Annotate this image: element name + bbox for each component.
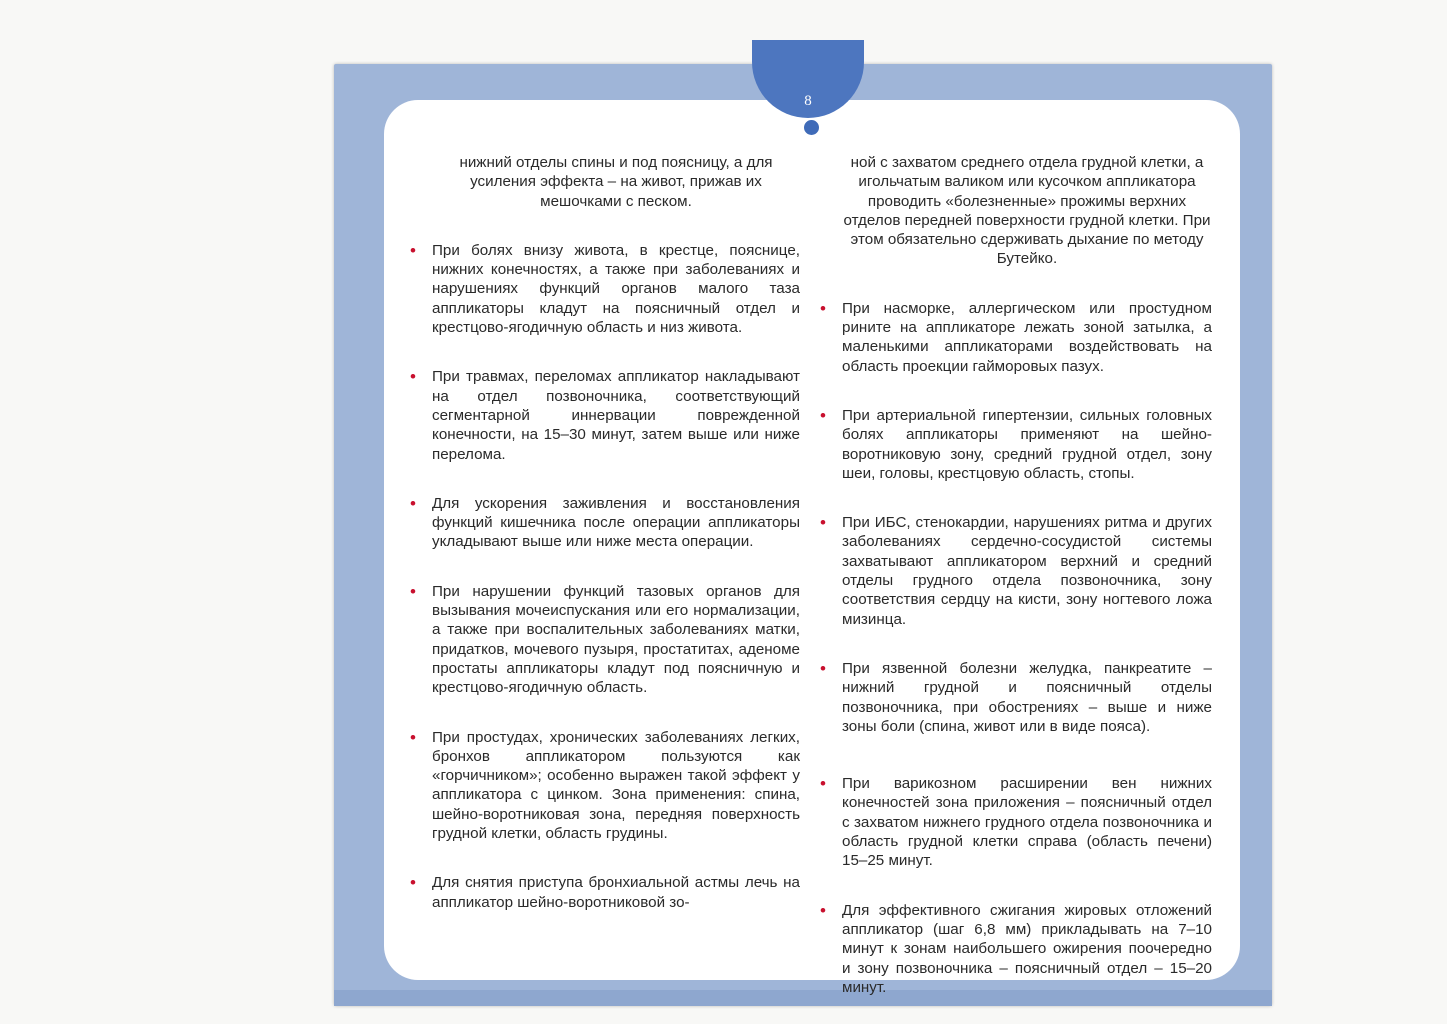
paragraph-text: При травмах, переломах аппликатор накладывают на отдел позвоночника, соответствующий сегментарной иннервации поврежденной конечности, на 15–30 минут, затем выше или ниже перелома. [432,368,800,463]
bullet-icon: • [410,581,416,601]
bullet-icon: • [820,298,826,318]
bullet-icon: • [820,900,826,920]
paragraph-text: При варикозном расширении вен нижних конечностей зона приложения – поясничный отдел с захватом нижнего грудного отдела позвоночника и область грудной клетки справа (область печени) 15–25 минут. [842,775,1212,870]
paragraph-text: нижний отделы спины и под поясницу, а для усиления эффекта – на живот, прижав их мешочками с песком. [459,154,773,210]
bullet-icon: • [410,727,416,747]
page-number: 8 [804,93,812,109]
bullet-paragraph [818,659,1212,736]
paragraph-text: Для эффективного сжигания жировых отложений аппликатор (шаг 6,8 мм) прикладывать на 7–10 минут к зонам наибольшего ожирения поочередно и зону позвоночника – поясничный отдел – 15–20 минут. [842,901,1212,996]
bullet-paragraph [818,513,1212,629]
bullet-icon: • [410,493,416,513]
bullet-icon: • [410,873,416,893]
paragraph-text: При язвенной болезни желудка, панкреатите – нижний грудной и поясничный отделы позвоночника, при обострениях – выше и ниже зоны боли (спина, живот или в виде пояса). [842,659,1212,735]
paragraph-text: При артериальной гипертензии, сильных головных болях аппликаторы применяют на шейно-воротниковую зону, средний грудной отдел, зону шеи, головы, крестцовую область, стопы. [842,406,1212,482]
paragraph-text: Для ускорения заживления и восстановления функций кишечника после операции аппликаторы укладывают выше или ниже места операции. [432,494,800,551]
decorative-dot-icon [804,120,819,135]
bullet-icon: • [410,367,416,387]
bullet-paragraph [408,728,800,844]
bullet-icon: • [410,240,416,260]
bullet-paragraph [408,494,800,552]
left-text-column [408,153,800,912]
paragraph-text: При нарушении функций тазовых органов для вызывания мочеиспускания или его нормализации, а также при воспалительных заболеваниях матки, придатков, мочевого пузыря, простатитах, аденоме простаты аппликаторы кладут под поясничную и крестцово-ягодичную область. [432,582,800,697]
paragraph-text: При простудах, хронических заболеваниях легких, бронхов аппликатором пользуются как «горчичником»; особенно выражен такой эффект у аппликатора с цинком. Зона применения: спина, шейно-воротниковая зона, передняя поверхность грудной клетки, область грудины. [432,728,800,843]
paragraph-text: ной с захватом среднего отдела грудной клетки, а игольчатым валиком или кусочком аппликатора проводить «болезненные» прожимы верхних отделов передней поверхности грудной клетки. При этом обязательно сдерживать дыхание по методу Бутейко. [843,154,1211,268]
bullet-paragraph [818,774,1212,870]
bullet-paragraph [818,901,1212,997]
continued-paragraph [408,153,800,211]
paragraph-text: При насморке, аллергическом или простудном рините на аппликаторе лежать зоной затылка, а маленькими аппликаторами воздействовать на область проекции гайморовых пазух. [842,299,1212,375]
bullet-icon: • [820,658,826,678]
bullet-paragraph [818,299,1212,376]
right-text-column [818,153,1212,997]
bullet-icon: • [820,513,826,533]
bullet-paragraph [408,367,800,463]
bullet-paragraph [408,873,800,912]
bullet-paragraph [408,241,800,337]
bullet-icon: • [820,774,826,794]
bullet-paragraph [408,582,800,698]
continued-paragraph [818,153,1212,269]
paragraph-text: При болях внизу живота, в крестце, пояснице, нижних конечностях, а также при заболеваниях и нарушениях функций органов малого таза аппликаторы кладут на поясничный отдел и крестцово-ягодичную область и низ живота. [432,241,800,337]
bullet-paragraph [818,406,1212,483]
paragraph-text: При ИБС, стенокардии, нарушениях ритма и других заболеваниях сердечно-сосудистой системы захватывают аппликатором верхний и средний отделы грудного отдела позвоночника, зону соответствия сердцу на кисти, зону ногтевого ложа мизинца. [842,514,1212,628]
paragraph-text: Для снятия приступа бронхиальной астмы лечь на аппликатор шейно-воротниковой зо- [432,874,800,911]
bullet-icon: • [820,405,826,425]
